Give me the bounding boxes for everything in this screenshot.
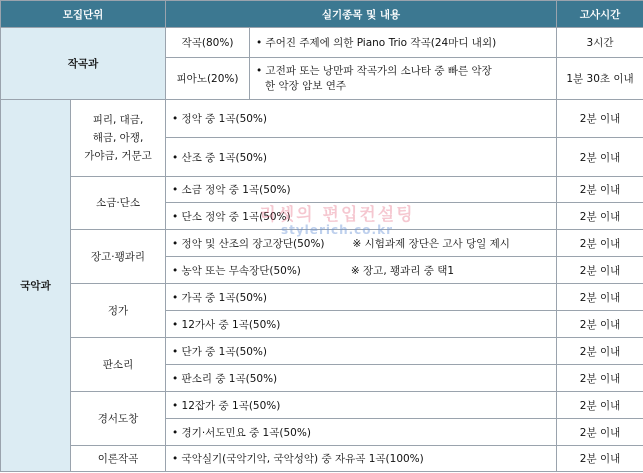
exam-content: • 산조 중 1곡(50%) xyxy=(166,138,557,177)
content-text: • 농악 또는 무속장단(50%) xyxy=(172,265,301,277)
table-header-row xyxy=(1,1,643,28)
content-line: 한 악장 암보 연주 xyxy=(265,79,347,92)
sub-line: 피리, 대금, xyxy=(92,114,144,126)
exam-time: 2분 이내 xyxy=(557,284,643,311)
exam-content: • 국악실기(국악기악, 국악성악) 중 자유곡 1곡(100%) xyxy=(166,446,557,472)
exam-content xyxy=(166,230,557,257)
content-note: ※ 장고, 꽹과리 중 택1 xyxy=(350,264,455,277)
table-row xyxy=(1,100,643,138)
sub-line: 가야금, 거문고 xyxy=(84,150,152,162)
sub-group: 장고·꽹과리 xyxy=(71,230,166,284)
exam-time: 2분 이내 xyxy=(557,392,643,419)
exam-time: 1분 30초 이내 xyxy=(557,58,643,100)
exam-time: 2분 이내 xyxy=(557,446,643,472)
exam-time: 2분 이내 xyxy=(557,338,643,365)
exam-content xyxy=(250,58,557,100)
header-items: 실기종목 및 내용 xyxy=(166,1,557,28)
exam-time: 3시간 xyxy=(557,28,643,58)
content-note: ※ 시험과제 장단은 고사 당일 제시 xyxy=(352,237,510,250)
watermark-text: 리셋의 편입컨설팅 xyxy=(259,205,415,225)
exam-time: 2분 이내 xyxy=(557,311,643,338)
exam-content xyxy=(166,257,557,284)
sub-group: 정가 xyxy=(71,284,166,338)
dept-composition: 작곡과 xyxy=(1,28,166,100)
exam-time: 2분 이내 xyxy=(557,419,643,446)
exam-time: 2분 이내 xyxy=(557,100,643,138)
table-row xyxy=(1,392,643,419)
exam-content: • 경기·서도민요 중 1곡(50%) xyxy=(166,419,557,446)
sub-group: 판소리 xyxy=(71,338,166,392)
exam-content: • 소금 정악 중 1곡(50%) xyxy=(166,177,557,203)
sub-item: 피아노(20%) xyxy=(166,58,250,100)
exam-time: 2분 이내 xyxy=(557,138,643,177)
sub-group: 경서도창 xyxy=(71,392,166,446)
header-unit: 모집단위 xyxy=(1,1,166,28)
watermark-url: stylerich.co.kr xyxy=(280,223,393,237)
table-row xyxy=(1,177,643,203)
exam-content: • 주어진 주제에 의한 Piano Trio 작곡(24마디 내외) xyxy=(250,28,557,58)
exam-time: 2분 이내 xyxy=(557,257,643,284)
dept-korean-music: 국악과 xyxy=(1,100,71,472)
table-row xyxy=(1,28,643,58)
exam-time: 2분 이내 xyxy=(557,177,643,203)
exam-content: • 정악 중 1곡(50%) xyxy=(166,100,557,138)
table-row xyxy=(1,230,643,257)
exam-content: • 단소 정악 중 1곡(50%) xyxy=(166,203,557,230)
exam-content: • 12가사 중 1곡(50%) xyxy=(166,311,557,338)
sub-group xyxy=(71,100,166,177)
content-line: • 고전파 또는 낭만파 작곡가의 소나타 중 빠른 악장 xyxy=(256,64,556,79)
exam-content: • 가곡 중 1곡(50%) xyxy=(166,284,557,311)
sub-group: 이론작곡 xyxy=(71,446,166,472)
sub-item: 작곡(80%) xyxy=(166,28,250,58)
exam-content: • 12잡가 중 1곡(50%) xyxy=(166,392,557,419)
sub-group: 소금·단소 xyxy=(71,177,166,230)
exam-content: • 판소리 중 1곡(50%) xyxy=(166,365,557,392)
exam-time: 2분 이내 xyxy=(557,203,643,230)
sub-line: 해금, 아쟁, xyxy=(92,132,144,144)
exam-content: • 단가 중 1곡(50%) xyxy=(166,338,557,365)
table-row xyxy=(1,338,643,365)
table-row xyxy=(1,446,643,472)
header-time: 고사시간 xyxy=(557,1,643,28)
exam-time: 2분 이내 xyxy=(557,230,643,257)
content-text: • 정악 및 산조의 장고장단(50%) xyxy=(172,238,325,250)
table-row xyxy=(1,284,643,311)
exam-time: 2분 이내 xyxy=(557,365,643,392)
